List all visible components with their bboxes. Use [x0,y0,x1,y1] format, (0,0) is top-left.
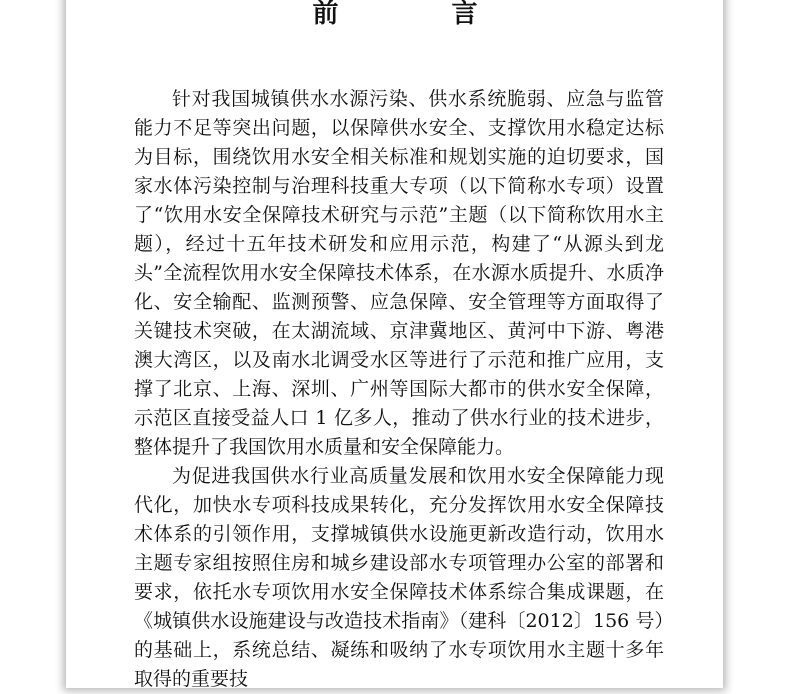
page-title: 前 言 [312,0,530,29]
body-text [134,85,664,694]
paragraph-2: 为促进我国供水行业高质量发展和饮用水安全保障能力现代化，加快水专项科技成果转化，充分发挥饮用水安全保障技术体系的引领作用，支撑城镇供水设施更新改造行动，饮用水主题专家组按照住房和城乡建设部水专项管理办公室的部署和要求，依托水专项饮用水安全保障技术体系综合集成课题，在《城镇供水设施建设与改造技术指南》（建科〔2012〕156 号）的基础上，系统总结、凝练和吸纳了水专项饮用水主题十多年取得的重要技 [134,465,664,690]
paragraph-1: 针对我国城镇供水水源污染、供水系统脆弱、应急与监管能力不足等突出问题，以保障供水安全、支撑饮用水稳定达标为目标，围绕饮用水安全相关标准和规划实施的迫切要求，国家水体污染控制与治理科技重大专项（以下简称水专项）设置了“饮用水安全保障技术研究与示范”主题（以下简称饮用水主题），经过十五年技术研发和应用示范，构建了“从源头到龙头”全流程饮用水安全保障技术体系，在水源水质提升、水质净化、安全输配、监测预警、应急保障、安全管理等方面取得了关键技术突破，在太湖流域、京津冀地区、黄河中下游、粤港澳大湾区，以及南水北调受水区等进行了示范和推广应用，支撑了北京、上海、深圳、广州等国际大都市的供水安全保障，示范区直接受益人口 1 亿多人，推动了供水行业的技术进步，整体提升了我国饮用水质量和安全保障能力。 [134,88,664,458]
